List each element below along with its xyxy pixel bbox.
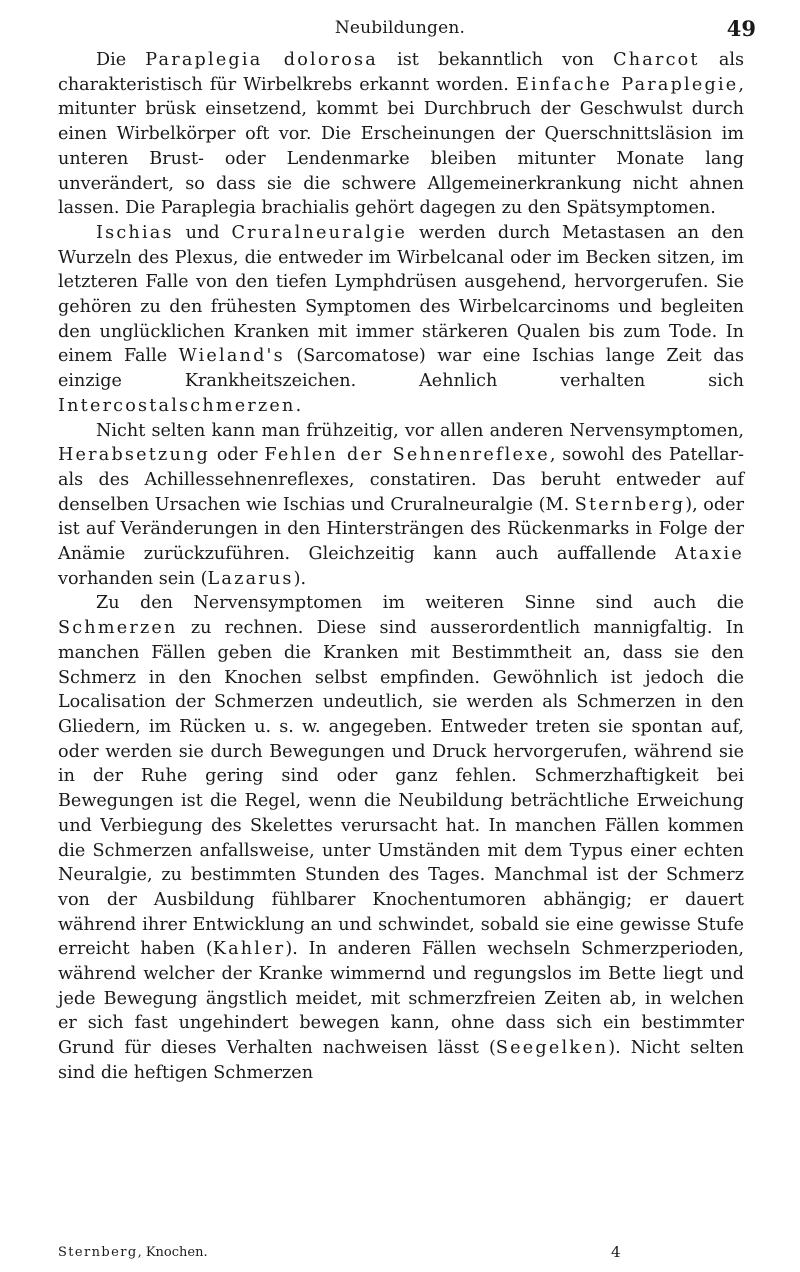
running-title: Neubildungen. [334, 18, 466, 38]
emphasized-text: Wieland's [178, 346, 285, 367]
emphasized-text: Sternberg [574, 494, 686, 515]
signature-line [58, 1245, 208, 1260]
text-run: oder [210, 445, 265, 466]
text-run: ). [293, 568, 307, 589]
text-run: Zu den Nervensymptomen im weiteren Sinne sind auch die [96, 593, 744, 614]
page-footer [58, 1245, 744, 1267]
emphasized-text: Kahler [212, 939, 286, 960]
sheet-number: 4 [611, 1243, 621, 1261]
signature-title: , Knochen. [137, 1245, 208, 1260]
paragraph [58, 48, 744, 221]
emphasized-text: Cruralneuralgie [231, 222, 408, 243]
page-number: 49 [726, 16, 756, 41]
text-run: ). In anderen Fällen wechseln Schmerzperioden, während welcher der Kranke wimmernd und regungslos im Bette liegt und jede Bewegung ängstlich meidet, mit schmerzfreien Zeiten ab, in welchen er sich fast ungehindert bewegen kann, ohne dass sich ein bestimmter Grund für dieses Verhalten nachweisen lässt ( [58, 939, 744, 1059]
emphasized-text: Intercostalschmerzen [58, 395, 296, 416]
text-run: und [173, 222, 232, 243]
emphasized-text: Herabsetzung [58, 445, 211, 466]
text-run: als charakteristisch für Wirbelkrebs erkannt worden. [58, 50, 744, 95]
emphasized-text: Charcot [613, 50, 700, 70]
emphasized-text: Paraplegia dolorosa [145, 50, 378, 70]
text-run: Die [96, 50, 146, 70]
paragraph [58, 419, 744, 592]
emphasized-text: Einfache Paraplegie [516, 74, 739, 95]
text-run: , sowohl des Patellar- als des Achillessehnenreflexes, constatiren. Das beruht entweder auf denselben Ursachen wie Ischias und Cruralneuralgie (M. [58, 445, 744, 515]
paragraph [58, 591, 744, 1085]
emphasized-text: Fehlen der Sehnenreflexe [264, 445, 550, 466]
text-run: (Sarcomatose) war eine Ischias lange Zeit das einzige Krankheitszeichen. Aehnlich verhalten sich [58, 346, 744, 392]
emphasized-text: Ataxie [674, 544, 744, 565]
emphasized-text: Schmerzen [58, 618, 178, 639]
emphasized-text: Ischias [96, 222, 174, 243]
text-run: . [295, 395, 302, 416]
signature-author: Sternberg [58, 1245, 138, 1260]
text-run: , mitunter brüsk einsetzend, kommt bei Durchbruch der Geschwulst durch einen Wirbelkörper oft vor. Die Erscheinungen der Querschnittsläsion im unteren Brust- oder Lendenmarke bleiben mitunter Monate lang unverändert, so dass sie die schwere Allgemeinerkrankung nicht ahnen lassen. Die Paraplegia brachialis gehört dagegen zu den Spätsymptomen. [58, 74, 744, 219]
emphasized-text: Lazarus [207, 568, 294, 589]
text-run: vorhanden sein ( [58, 568, 208, 589]
running-head [0, 16, 800, 40]
text-run: zu rechnen. Diese sind ausserordentlich mannigfaltig. In manchen Fällen geben die Kranken mit Bestimmtheit an, dass sie den Schmerz in den Knochen selbst empfinden. Gewöhnlich ist jedoch die Localisation der Schmerzen undeutlich, sie werden als Schmerzen in den Gliedern, im Rücken u. s. w. angegeben. Entweder treten sie spontan auf, oder werden sie durch Bewegungen und Druck hervorgerufen, während sie in der Ruhe gering sind oder ganz fehlen. Schmerzhaftigkeit bei Bewegungen ist die Regel, wenn die Neubildung beträchtliche Erweichung und Verbiegung des Skelettes verursacht hat. In manchen Fällen kommen die Schmerzen anfallsweise, unter Umständen mit dem Typus einer echten Neuralgie, zu bestimmten Stunden des Tages. Manchmal ist der Schmerz von der Ausbildung fühlbarer Knochentumoren abhängig; er dauert während ihrer Entwicklung an und schwindet, sobald sie eine gewisse Stufe erreicht haben ( [58, 618, 744, 960]
text-run: ). Nicht selten sind die heftigen Schmerzen [58, 1038, 744, 1083]
body-text [58, 48, 744, 1086]
text-run: ), oder ist auf Veränderungen in den Hintersträngen des Rückenmarks in Folge der Anämie zurückzuführen. Gleichzeitig kann auch auffallende [58, 494, 744, 565]
text-run: werden durch Metastasen an den Wurzeln des Plexus, die entweder im Wirbelcanal oder im Becken sitzen, im letzteren Falle von den tiefen Lymphdrüsen ausgehend, hervorgerufen. Sie gehören zu den frühesten Symptomen des Wirbelcarcinoms und begleiten den unglücklichen Kranken mit immer stärkeren Qualen bis zum Tode. In einem Falle [58, 222, 744, 367]
paragraph [58, 221, 744, 419]
text-run: Nicht selten kann man frühzeitig, vor allen anderen Nervensymptomen, [96, 420, 744, 441]
emphasized-text: Seegelken [495, 1038, 609, 1059]
text-run: ist bekanntlich von [377, 50, 614, 70]
